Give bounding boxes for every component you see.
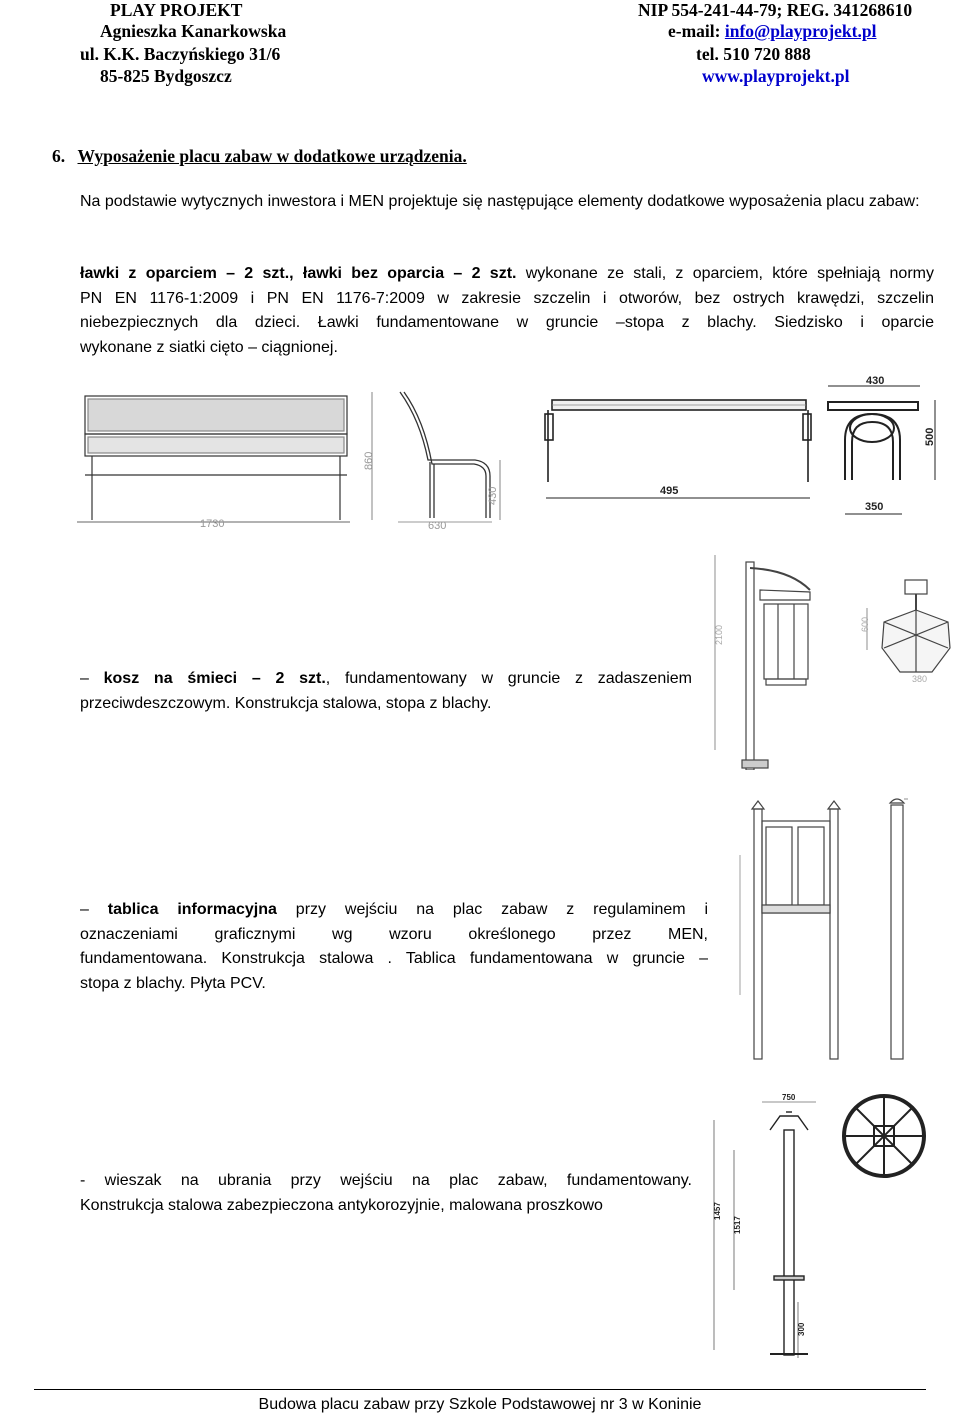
board-line-2: oznaczeniami graficznymi wg wzoru określonego przez MEN, bbox=[80, 925, 708, 943]
bench-dim-860: 860 bbox=[363, 451, 375, 470]
bin-line-2: przeciwdeszczowym. Konstrukcja stalowa, stopa z blachy. bbox=[80, 694, 492, 712]
benches-bold: ławki z oparciem – 2 szt., ławki bez oparcia – 2 szt. bbox=[80, 265, 517, 282]
bench-dim-630: 630 bbox=[428, 520, 447, 530]
benches-line-1 bbox=[80, 262, 934, 287]
board-paragraph bbox=[80, 898, 708, 996]
benches-line-3: niebezpiecznych dla dzieci. Ławki fundamentowane w gruncie –stopa z blachy. Siedzisko i oparcie bbox=[80, 314, 934, 331]
footer-rule bbox=[34, 1389, 926, 1390]
bench-dim-350: 350 bbox=[865, 501, 884, 513]
section-heading bbox=[52, 146, 467, 166]
bench-dim-1730: 1730 bbox=[200, 518, 225, 530]
email-label: e-mail: bbox=[668, 21, 725, 41]
hanger-dim-1457: 1457 bbox=[713, 1202, 722, 1220]
board-bold: tablica informacyjna bbox=[107, 901, 277, 918]
bench-dim-430: 430 bbox=[487, 486, 499, 505]
hanger-line-1: - wieszak na ubrania przy wejściu na plac zabaw, fundamentowany. bbox=[80, 1172, 692, 1189]
hanger-line-2: Konstrukcja stalowa zabezpieczona antykorozyjnie, malowana proszkowo bbox=[80, 1196, 603, 1214]
bin-dim-380: 380 bbox=[912, 674, 928, 684]
bin-line-1 bbox=[80, 667, 692, 692]
bin-dim-2100: 2100 bbox=[714, 624, 724, 645]
company-email bbox=[668, 21, 876, 41]
bench-dim-495: 430 bbox=[866, 375, 885, 387]
footer-text: Budowa placu zabaw przy Szkole Podstawowej nr 3 w Koninie bbox=[258, 1396, 702, 1413]
bench-no-back-side bbox=[828, 386, 935, 514]
benches-line-4: wykonane z siatki cięto – ciągnionej. bbox=[80, 338, 338, 356]
board-line-4: stopa z blachy. Płyta PCV. bbox=[80, 974, 266, 992]
hanger-dim-1517: 1517 bbox=[733, 1216, 742, 1234]
bin-dash: – bbox=[80, 670, 104, 687]
bin-text-1: , fundamentowany w gruncie z zadaszeniem bbox=[325, 670, 693, 687]
board-line-1 bbox=[80, 898, 708, 923]
bin-bold: kosz na śmieci – 2 szt. bbox=[103, 670, 326, 687]
bin-paragraph bbox=[80, 667, 692, 716]
bench-dim-500: 500 bbox=[924, 427, 936, 446]
board-dash: – bbox=[80, 901, 108, 918]
bench-side-view bbox=[372, 392, 500, 522]
company-nip: NIP 554-241-44-79; REG. 341268610 bbox=[638, 0, 913, 20]
board-text-1: przy wejściu na plac zabaw z regulaminem i bbox=[276, 901, 709, 918]
hanger-dim-750: 750 bbox=[782, 1093, 796, 1102]
section-number: 6. bbox=[52, 146, 66, 166]
bin-drawing bbox=[700, 550, 960, 770]
section-title: Wyposażenie placu zabaw w dodatkowe urządzenia. bbox=[77, 146, 467, 166]
email-link[interactable]: info@playprojekt.pl bbox=[724, 21, 877, 41]
bin-dim-600: 600 bbox=[860, 616, 870, 632]
bench-no-back-view bbox=[545, 400, 811, 498]
company-name: PLAY PROJEKT bbox=[110, 0, 243, 20]
benches-text-1: wykonane ze stali, z oparciem, które spełniają normy bbox=[525, 265, 934, 282]
benches-paragraph bbox=[80, 262, 934, 360]
company-phone: tel. 510 720 888 bbox=[696, 44, 811, 64]
intro-paragraph: Na podstawie wytycznych inwestora i MEN projektuje się następujące elementy dodatkowe wyposażenia placu zabaw: bbox=[80, 193, 920, 210]
board-line-3: fundamentowana. Konstrukcja stalowa . Tablica fundamentowana w gruncie – bbox=[80, 950, 708, 967]
bench-drawings bbox=[0, 370, 960, 530]
board-drawing bbox=[730, 795, 960, 1065]
benches-line-2: PN EN 1176-1:2009 i PN EN 1176-7:2009 w zakresie szczelin i otworów, bez ostrych krawędzi, szczelin bbox=[80, 289, 934, 307]
company-street: ul. K.K. Baczyńskiego 31/6 bbox=[80, 44, 281, 64]
company-city: 85-825 Bydgoszcz bbox=[100, 66, 232, 86]
bench-front-view bbox=[77, 396, 350, 522]
company-owner: Agnieszka Kanarkowska bbox=[100, 21, 287, 41]
hanger-drawing bbox=[700, 1090, 950, 1370]
hanger-paragraph bbox=[80, 1169, 692, 1218]
bench-dim-1500: 495 bbox=[660, 485, 679, 497]
hanger-dim-300: 300 bbox=[797, 1322, 806, 1336]
company-website[interactable]: www.playprojekt.pl bbox=[702, 66, 850, 86]
